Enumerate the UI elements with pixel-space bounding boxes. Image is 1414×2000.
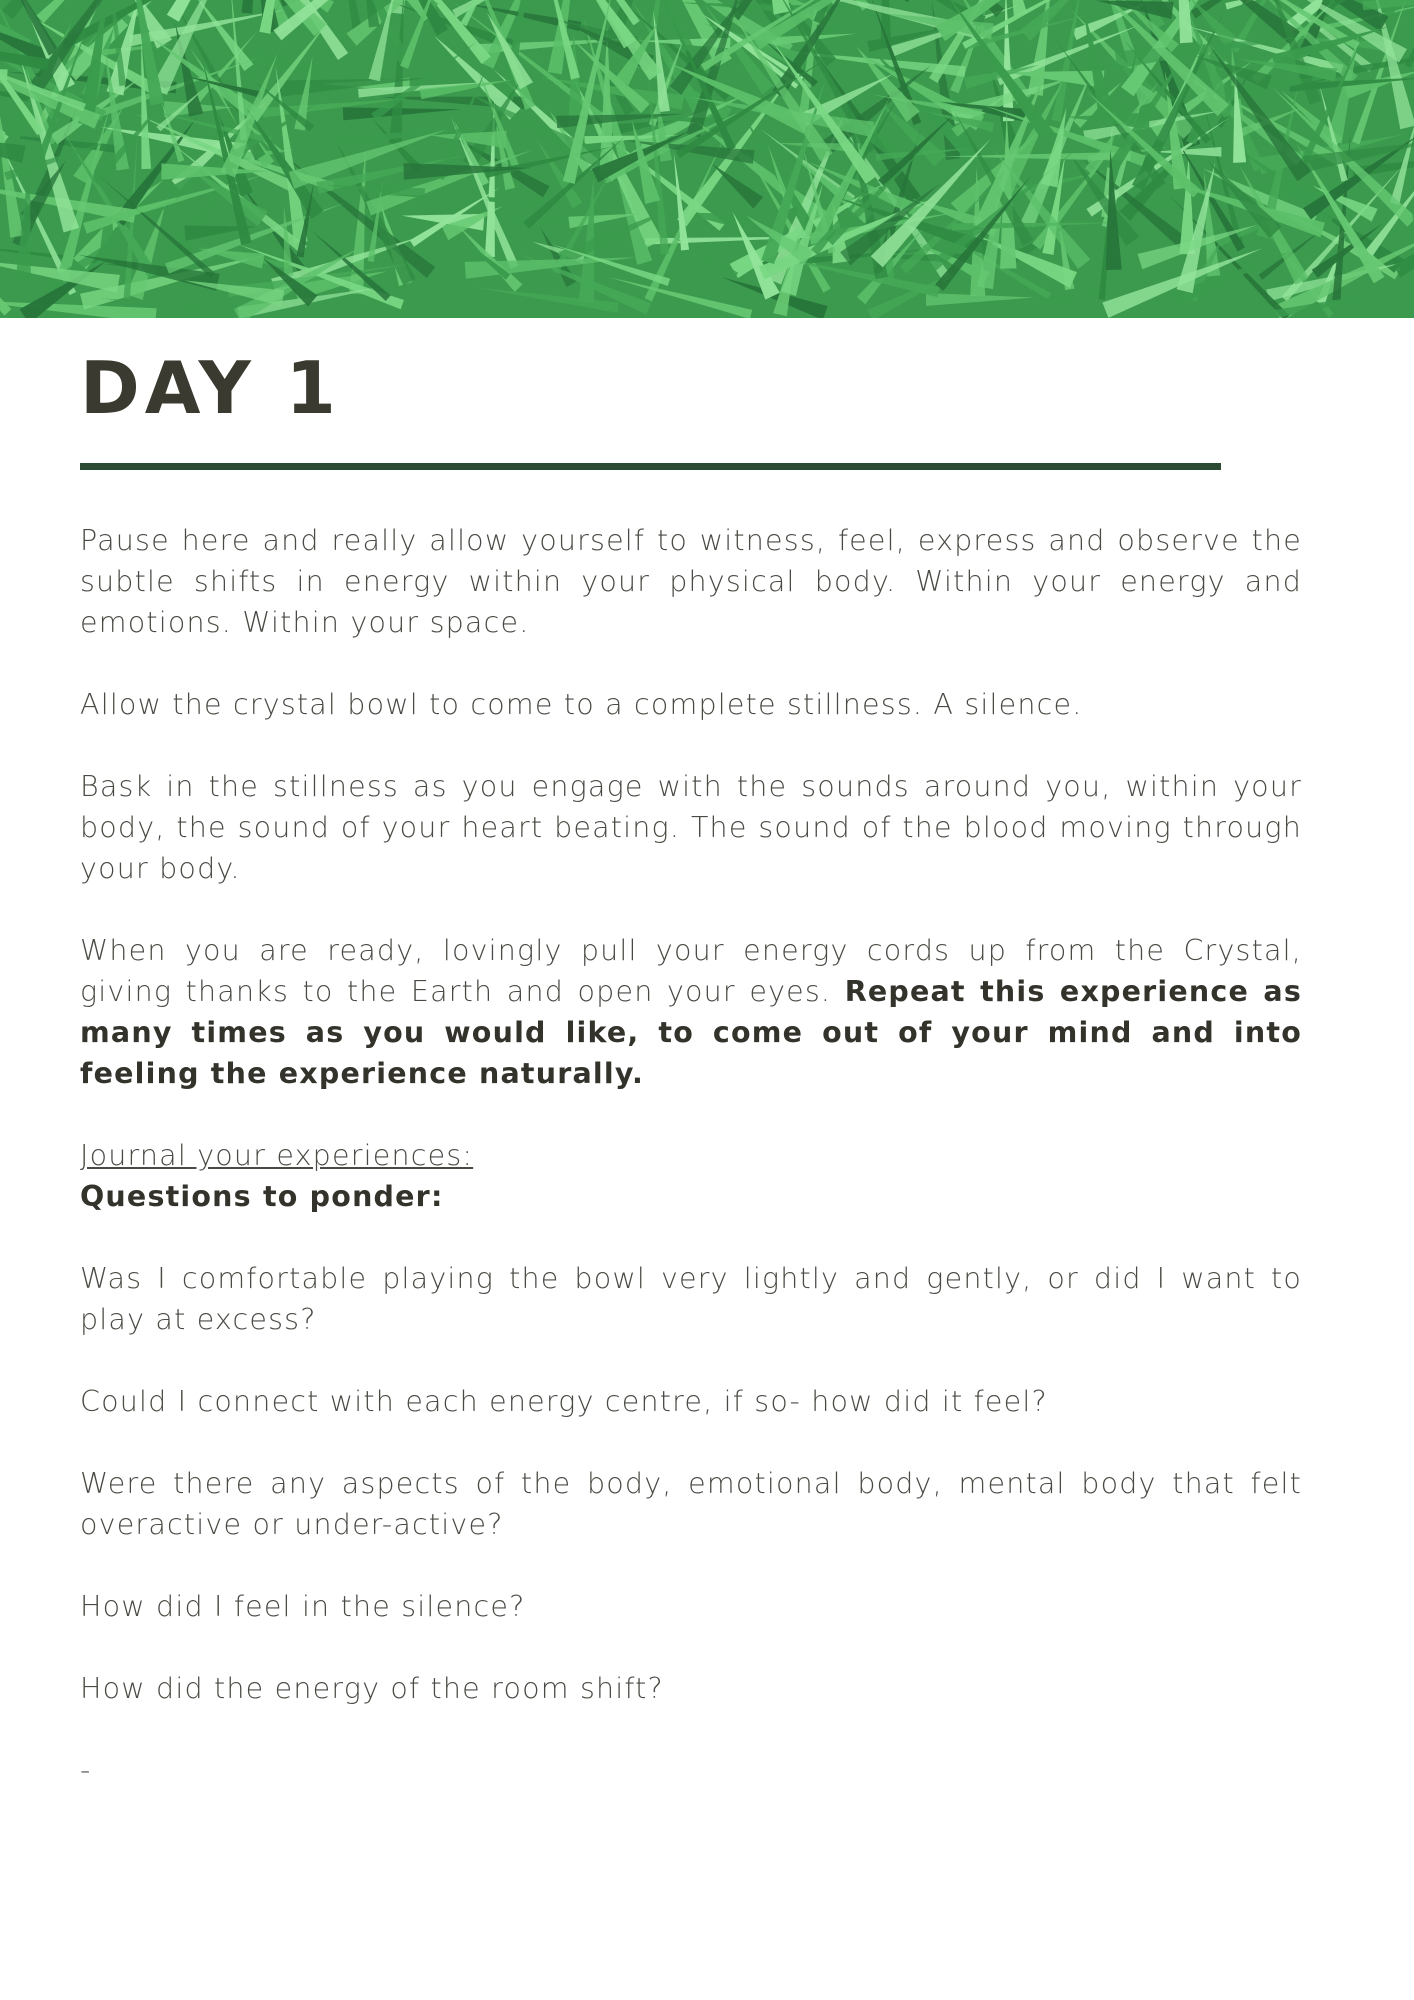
title-underline-divider <box>80 463 1221 470</box>
question-item: How did the energy of the room shift? <box>80 1672 664 1705</box>
main-content <box>80 520 1302 1832</box>
page-title: DAY 1 <box>80 346 341 430</box>
grass-pattern <box>0 0 1414 318</box>
paragraph-stillness: Allow the crystal bowl to come to a complete stillness. A silence. <box>80 688 1083 721</box>
repeat-instruction: Repeat this experience as many times as you would like, to come out of your mind and into feeling the experience naturally. <box>80 975 1302 1090</box>
journal-label: Journal your experiences: <box>80 1139 474 1172</box>
trailing-dash: - <box>80 1754 92 1787</box>
paragraph-bask: Bask in the stillness as you engage with the sounds around you, within your body, the sound of your heart beating. The sound of the blood moving through your body. <box>80 770 1302 885</box>
question-item: How did I feel in the silence? <box>80 1590 526 1623</box>
paragraph-return <box>80 930 1302 1094</box>
paragraph-witness: Pause here and really allow yourself to witness, feel, express and observe the subtle shifts in energy within your physical body. Within your energy and emotions. Within your space. <box>80 524 1302 639</box>
grass-header-image <box>0 0 1414 318</box>
questions-heading: Questions to ponder: <box>80 1180 444 1213</box>
paragraph-return-text: When you are ready, lovingly pull your energy cords up from the Crystal, giving thanks to the Earth and open your eyes. <box>80 934 1302 1008</box>
journal-block <box>80 1135 1302 1217</box>
question-item: Were there any aspects of the body, emotional body, mental body that felt overactive or under-active? <box>80 1467 1302 1541</box>
question-item: Was I comfortable playing the bowl very lightly and gently, or did I want to play at excess? <box>80 1262 1302 1336</box>
question-item: Could I connect with each energy centre, if so- how did it feel? <box>80 1385 1048 1418</box>
